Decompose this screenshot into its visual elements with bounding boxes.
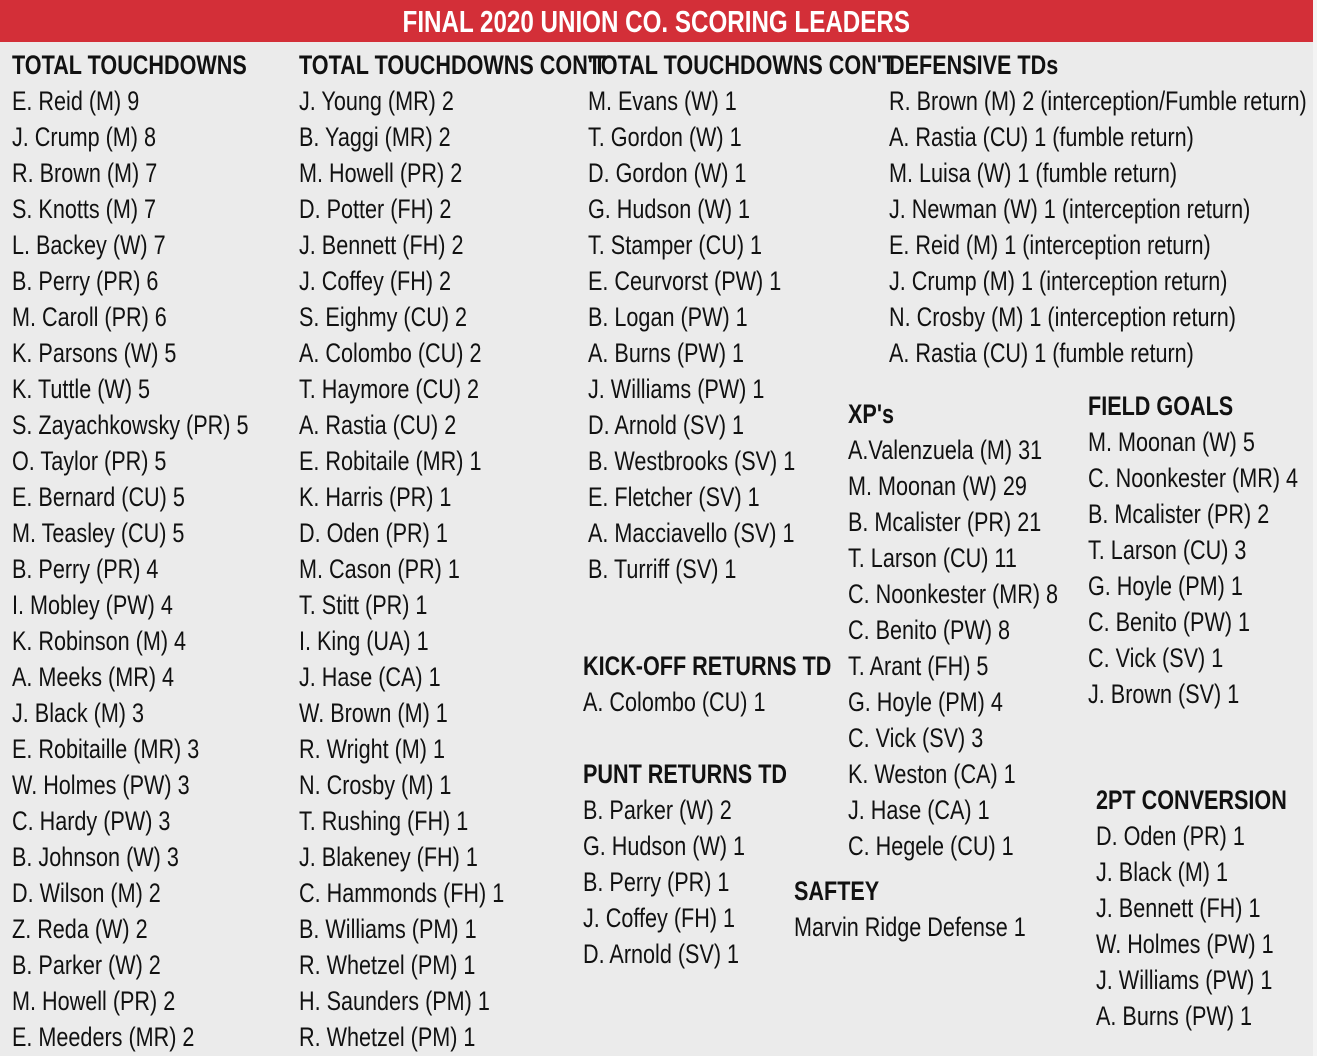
leader-entry: C. Benito (PW) 1 [1088, 607, 1251, 637]
leader-entry: R. Wright (M) 1 [299, 734, 446, 764]
section-extra-points [848, 396, 1111, 864]
leader-entry: B. Parker (W) 2 [583, 795, 732, 825]
leader-entry: Z. Reda (W) 2 [12, 914, 148, 944]
leader-entry: A. Colombo (CU) 1 [583, 687, 766, 717]
leader-entry: N. Crosby (M) 1 (interception return) [889, 302, 1236, 332]
leader-entry: J. Blakeney (FH) 1 [299, 842, 478, 872]
leader-entry: C. Noonkester (MR) 8 [848, 579, 1059, 609]
section-total-touchdowns [12, 47, 308, 1055]
leader-entry: R. Whetzel (PM) 1 [299, 1022, 476, 1052]
leader-entry: B. Williams (PM) 1 [299, 914, 477, 944]
leader-entry: S. Eighmy (CU) 2 [299, 302, 468, 332]
leader-entry: D. Oden (PR) 1 [1096, 821, 1245, 851]
leader-entry: E. Reid (M) 1 (interception return) [889, 230, 1211, 260]
leader-entry: I. King (UA) 1 [299, 626, 429, 656]
leader-entry: C. Noonkester (MR) 4 [1088, 463, 1299, 493]
leader-entry: T. Rushing (FH) 1 [299, 806, 469, 836]
leader-entry: J. Bennett (FH) 1 [1096, 893, 1261, 923]
leader-entry: A. Macciavello (SV) 1 [588, 518, 795, 548]
leader-entry: A. Colombo (CU) 2 [299, 338, 482, 368]
leader-entry: J. Black (M) 3 [12, 698, 145, 728]
leader-entry: A. Rastia (CU) 1 (fumble return) [889, 122, 1194, 152]
leader-entry: D. Gordon (W) 1 [588, 158, 747, 188]
leader-entry: D. Arnold (SV) 1 [583, 939, 740, 969]
leader-entry: W. Brown (M) 1 [299, 698, 448, 728]
leader-entry: B. Westbrooks (SV) 1 [588, 446, 796, 476]
leader-entry: M. Cason (PR) 1 [299, 554, 460, 584]
leader-entry: D. Wilson (M) 2 [12, 878, 161, 908]
leader-entry: E. Bernard (CU) 5 [12, 482, 185, 512]
leader-entry: J. Crump (M) 8 [12, 122, 157, 152]
leader-entry: N. Crosby (M) 1 [299, 770, 452, 800]
leader-entry: A.Valenzuela (M) 31 [848, 435, 1043, 465]
leader-entry: B. Perry (PR) 1 [583, 867, 730, 897]
leader-entry: B. Mcalister (PR) 2 [1088, 499, 1270, 529]
leader-entry: A. Rastia (CU) 1 (fumble return) [889, 338, 1194, 368]
leader-entry: B. Parker (W) 2 [12, 950, 161, 980]
leader-entry: M. Moonan (W) 5 [1088, 427, 1255, 457]
leader-entry: E. Meeders (MR) 2 [12, 1022, 195, 1052]
leader-entry: J. Williams (PW) 1 [1096, 965, 1273, 995]
title-banner [0, 0, 1313, 42]
leader-entry: M. Moonan (W) 29 [848, 471, 1027, 501]
leader-entry: K. Weston (CA) 1 [848, 759, 1016, 789]
leader-entry: J. Crump (M) 1 (interception return) [889, 266, 1228, 296]
leader-entry: B. Perry (PR) 6 [12, 266, 159, 296]
page-title: FINAL 2020 UNION CO. SCORING LEADERS [402, 4, 911, 39]
leader-entry: C. Hardy (PW) 3 [12, 806, 171, 836]
leader-entry: I. Mobley (PW) 4 [12, 590, 173, 620]
section-kickoff-returns [583, 648, 893, 720]
section-heading: XP's [848, 399, 894, 429]
leader-entry: T. Gordon (W) 1 [588, 122, 742, 152]
section-heading: PUNT RETURNS TD [583, 759, 787, 789]
leader-entry: D. Arnold (SV) 1 [588, 410, 745, 440]
leader-entry: A. Burns (PW) 1 [1096, 1001, 1253, 1031]
section-heading: DEFENSIVE TDs [889, 50, 1059, 80]
leader-entry: W. Holmes (PW) 3 [12, 770, 190, 800]
leader-entry: M. Evans (W) 1 [588, 86, 737, 116]
leader-entry: O. Taylor (PR) 5 [12, 446, 167, 476]
section-defensive-tds [889, 47, 1317, 371]
leader-entry: T. Larson (CU) 3 [1088, 535, 1247, 565]
section-heading: SAFTEY [794, 876, 880, 906]
section-safety [794, 873, 1084, 945]
leader-entry: B. Mcalister (PR) 21 [848, 507, 1042, 537]
section-heading: KICK-OFF RETURNS TD [583, 651, 832, 681]
leader-entry: D. Oden (PR) 1 [299, 518, 448, 548]
leader-entry: C. Vick (SV) 3 [848, 723, 984, 753]
leader-entry: C. Hegele (CU) 1 [848, 831, 1014, 861]
leader-entry: J. Brown (SV) 1 [1088, 679, 1240, 709]
leader-entry: E. Robitaile (MR) 1 [299, 446, 482, 476]
leader-entry: G. Hoyle (PM) 1 [1088, 571, 1243, 601]
leader-entry: A. Meeks (MR) 4 [12, 662, 175, 692]
leader-entry: C. Vick (SV) 1 [1088, 643, 1224, 673]
leader-entry: R. Whetzel (PM) 1 [299, 950, 476, 980]
leader-entry: J. Williams (PW) 1 [588, 374, 765, 404]
leader-entry: J. Hase (CA) 1 [848, 795, 990, 825]
leader-entry: M. Howell (PR) 2 [12, 986, 176, 1016]
leader-entry: G. Hudson (W) 1 [583, 831, 746, 861]
leader-entry: J. Black (M) 1 [1096, 857, 1229, 887]
leader-entry: E. Reid (M) 9 [12, 86, 140, 116]
leader-entry: J. Young (MR) 2 [299, 86, 454, 116]
leader-entry: A. Rastia (CU) 2 [299, 410, 457, 440]
section-field-goals [1088, 388, 1317, 712]
leader-entry: H. Saunders (PM) 1 [299, 986, 490, 1016]
leader-entry: J. Bennett (FH) 2 [299, 230, 464, 260]
leader-entry: E. Robitaille (MR) 3 [12, 734, 200, 764]
leader-entry: E. Fletcher (SV) 1 [588, 482, 760, 512]
leader-entry: B. Yaggi (MR) 2 [299, 122, 451, 152]
leader-entry: K. Robinson (M) 4 [12, 626, 187, 656]
leader-entry: B. Perry (PR) 4 [12, 554, 159, 584]
leader-entry: J. Hase (CA) 1 [299, 662, 441, 692]
section-heading: TOTAL TOUCHDOWNS CON'T [588, 50, 896, 80]
leader-entry: M. Luisa (W) 1 (fumble return) [889, 158, 1178, 188]
leader-entry: A. Burns (PW) 1 [588, 338, 745, 368]
leader-entry: S. Knotts (M) 7 [12, 194, 157, 224]
leader-entry: B. Johnson (W) 3 [12, 842, 179, 872]
leader-entry: C. Benito (PW) 8 [848, 615, 1011, 645]
section-two-point-conversion [1096, 782, 1317, 1034]
leader-entry: T. Larson (CU) 11 [848, 543, 1017, 573]
leader-entry: L. Backey (W) 7 [12, 230, 166, 260]
leader-entry: K. Tuttle (W) 5 [12, 374, 151, 404]
leader-entry: J. Coffey (FH) 1 [583, 903, 736, 933]
leader-entry: M. Teasley (CU) 5 [12, 518, 185, 548]
section-heading: 2PT CONVERSION [1096, 785, 1287, 815]
leader-entry: W. Holmes (PW) 1 [1096, 929, 1274, 959]
leader-entry: G. Hoyle (PM) 4 [848, 687, 1003, 717]
leader-entry: B. Logan (PW) 1 [588, 302, 748, 332]
leader-entry: K. Parsons (W) 5 [12, 338, 177, 368]
leader-entry: B. Turriff (SV) 1 [588, 554, 737, 584]
leader-entry: D. Potter (FH) 2 [299, 194, 452, 224]
leader-entry: J. Coffey (FH) 2 [299, 266, 452, 296]
leader-entry: R. Brown (M) 7 [12, 158, 158, 188]
leader-entry: M. Howell (PR) 2 [299, 158, 463, 188]
section-heading: TOTAL TOUCHDOWNS CON'T [299, 50, 607, 80]
section-heading: TOTAL TOUCHDOWNS [12, 50, 247, 80]
leader-entry: R. Brown (M) 2 (interception/Fumble return) [889, 86, 1307, 116]
leader-entry: K. Harris (PR) 1 [299, 482, 452, 512]
leader-entry: T. Stitt (PR) 1 [299, 590, 428, 620]
leader-entry: C. Hammonds (FH) 1 [299, 878, 505, 908]
leader-entry: Marvin Ridge Defense 1 [794, 912, 1026, 942]
leader-entry: J. Newman (W) 1 (interception return) [889, 194, 1251, 224]
leader-entry: T. Haymore (CU) 2 [299, 374, 480, 404]
leader-entry: G. Hudson (W) 1 [588, 194, 751, 224]
section-heading: FIELD GOALS [1088, 391, 1234, 421]
leader-entry: E. Ceurvorst (PW) 1 [588, 266, 782, 296]
leader-entry: T. Stamper (CU) 1 [588, 230, 763, 260]
leader-entry: M. Caroll (PR) 6 [12, 302, 167, 332]
leader-entry: T. Arant (FH) 5 [848, 651, 989, 681]
leader-entry: S. Zayachkowsky (PR) 5 [12, 410, 249, 440]
